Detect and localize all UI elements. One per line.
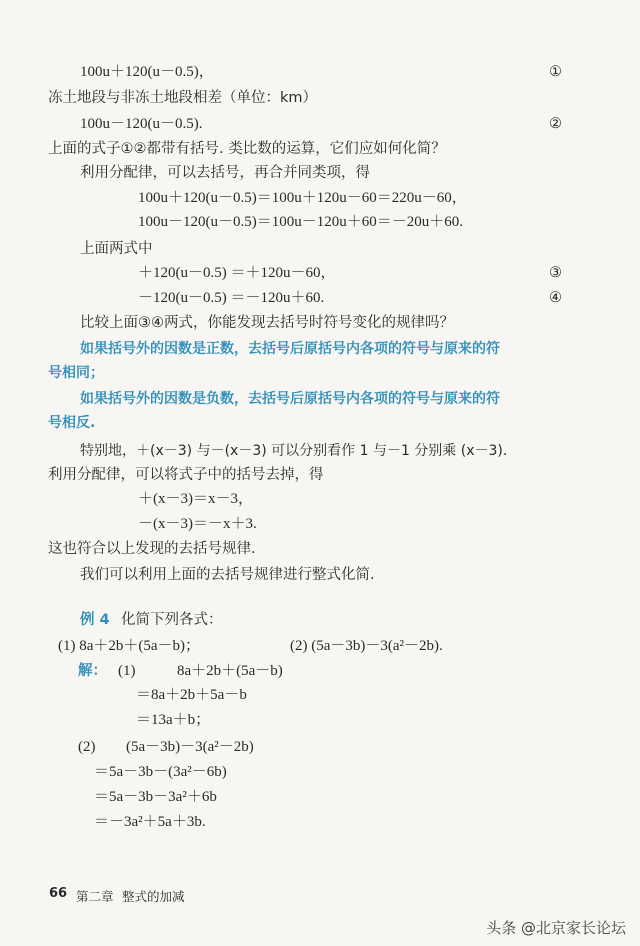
chapter-title: 整式的加减 — [122, 889, 185, 904]
text-line: 利用分配律，可以去括号，再合并同类项，得 — [80, 165, 370, 181]
solution-step: 8a＋2b＋(5a－b) — [177, 663, 283, 679]
expression-line: －(x－3)＝－x＋3. — [138, 516, 257, 532]
equation-number-3: ③ — [549, 265, 562, 281]
text-line: 比较上面③④两式，你能发现去括号时符号变化的规律吗？ — [80, 315, 454, 331]
solution-step: (5a－3b)－3(a²－2b) — [126, 739, 254, 755]
equation-number-4: ④ — [549, 290, 562, 306]
rule-negative: 如果括号外的因数是负数，去括号后原括号内各项的符号与原来的符 — [80, 391, 500, 407]
page-number: 66 — [49, 886, 68, 901]
expression-line: 100u＋120(u－0.5)＝100u＋120u－60＝220u－60， — [138, 190, 467, 206]
expression-2: 100u－120(u－0.5). — [80, 116, 203, 132]
expression-3: ＋120(u－0.5) ＝＋120u－60， — [138, 265, 336, 281]
solution-step: ＝5a－3b－(3a²－6b) — [94, 764, 227, 780]
text-line: 上面两式中 — [80, 241, 153, 257]
example-question-1: (1) 8a＋2b＋(5a－b)； — [58, 638, 201, 654]
example-title: 化简下列各式： — [121, 612, 223, 628]
expression-line: ＋(x－3)＝x－3， — [138, 491, 253, 507]
example-label: 例 4 — [80, 612, 110, 628]
text-line: 我们可以利用上面的去括号规律进行整式化简. — [80, 567, 375, 583]
solution-part-label: (2) — [78, 739, 96, 755]
watermark: 头条 @北京家长论坛 — [486, 919, 626, 937]
text-line: 这也符合以上发现的去括号规律. — [48, 541, 256, 557]
solution-step: ＝13a＋b； — [136, 712, 211, 728]
rule-positive-cont: 号相同； — [48, 365, 104, 381]
expression-line: 100u－120(u－0.5)＝100u－120u＋60＝－20u＋60. — [138, 214, 463, 230]
expression-1: 100u＋120(u－0.5)， — [80, 64, 214, 80]
chapter-number: 第二章 — [76, 889, 114, 904]
solution-label: 解： — [78, 663, 107, 679]
rule-positive: 如果括号外的因数是正数，去括号后原括号内各项的符号与原来的符 — [80, 341, 500, 357]
equation-number-1: ① — [549, 64, 562, 80]
rule-negative-cont: 号相反. — [48, 415, 96, 431]
text-line: 上面的式子①②都带有括号. 类比数的运算，它们应如何化简？ — [48, 141, 446, 157]
solution-step: ＝8a＋2b＋5a－b — [136, 687, 247, 703]
expression-4: －120(u－0.5) ＝－120u＋60. — [138, 290, 325, 306]
text-line: 冻土地段与非冻土地段相差（单位：km） — [48, 90, 318, 106]
text-line: 利用分配律，可以将式子中的括号去掉，得 — [48, 467, 324, 483]
example-question-2: (2) (5a－3b)－3(a²－2b). — [290, 638, 443, 654]
equation-number-2: ② — [549, 116, 562, 132]
solution-step: ＝5a－3b－3a²＋6b — [94, 789, 217, 805]
solution-step: ＝－3a²＋5a＋3b. — [94, 814, 206, 830]
text-line: 特别地，＋(x－3) 与－(x－3) 可以分别看作 1 与－1 分别乘 (x－3). — [80, 443, 508, 459]
solution-part-label: (1) — [118, 663, 136, 679]
